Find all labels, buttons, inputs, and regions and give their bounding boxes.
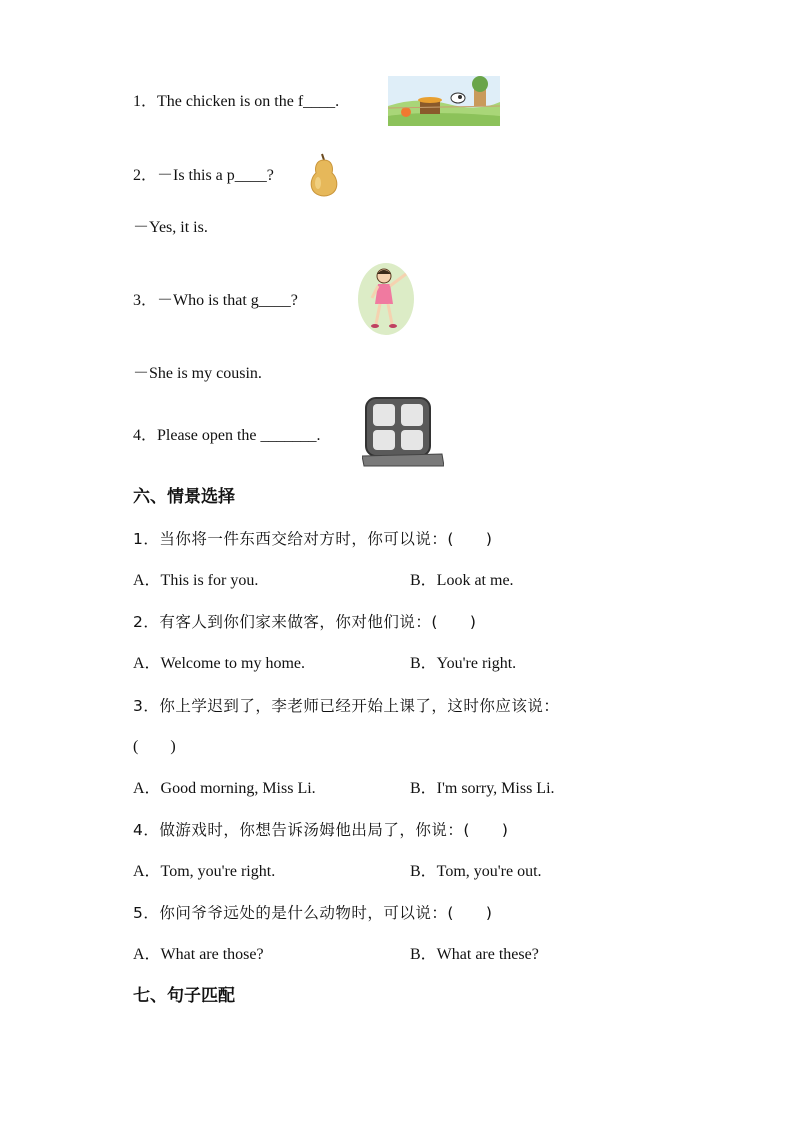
s6-q5-prompt: 5．你问爷爷远处的是什么动物时，可以说：( ) — [133, 904, 493, 922]
s6-q3-prompt-cont: ( ) — [133, 738, 176, 755]
pear-picture-icon — [305, 151, 343, 197]
s6-q3-option-b: B．I'm sorry, Miss Li. — [410, 780, 555, 797]
question-2-text: 2．－Is this a p____? — [133, 167, 274, 184]
question-2-answer: －Yes, it is. — [133, 219, 208, 236]
window-picture-icon — [362, 396, 444, 468]
section-6-title: 六、情景选择 — [133, 487, 235, 507]
s6-q2-option-b: B．You're right. — [410, 655, 517, 672]
s6-q1-prompt: 1．当你将一件东西交给对方时，你可以说：( ) — [133, 530, 493, 548]
question-1-text: 1．The chicken is on the f____. — [133, 93, 340, 110]
s6-q1-option-a: A．This is for you. — [133, 572, 259, 589]
section-7-title: 七、句子匹配 — [133, 986, 235, 1006]
s6-q4-option-b: B．Tom, you're out. — [410, 863, 542, 880]
question-3-answer: －She is my cousin. — [133, 365, 262, 382]
farm-scene-picture-icon — [388, 76, 500, 126]
s6-q4-option-a: A．Tom, you're right. — [133, 863, 276, 880]
question-3-text: 3．－Who is that g____? — [133, 292, 298, 309]
s6-q1-option-b: B．Look at me. — [410, 572, 514, 589]
s6-q3-prompt: 3．你上学迟到了，李老师已经开始上课了，这时你应该说： — [133, 697, 560, 715]
s6-q4-prompt: 4．做游戏时，你想告诉汤姆他出局了，你说：( ) — [133, 821, 509, 839]
s6-q3-option-a: A．Good morning, Miss Li. — [133, 780, 316, 797]
s6-q5-option-a: A．What are those? — [133, 946, 264, 963]
girl-picture-icon — [356, 262, 416, 336]
s6-q5-option-b: B．What are these? — [410, 946, 539, 963]
s6-q2-option-a: A．Welcome to my home. — [133, 655, 306, 672]
question-4-text: 4．Please open the _______. — [133, 427, 321, 444]
s6-q2-prompt: 2．有客人到你们家来做客，你对他们说：( ) — [133, 613, 477, 631]
